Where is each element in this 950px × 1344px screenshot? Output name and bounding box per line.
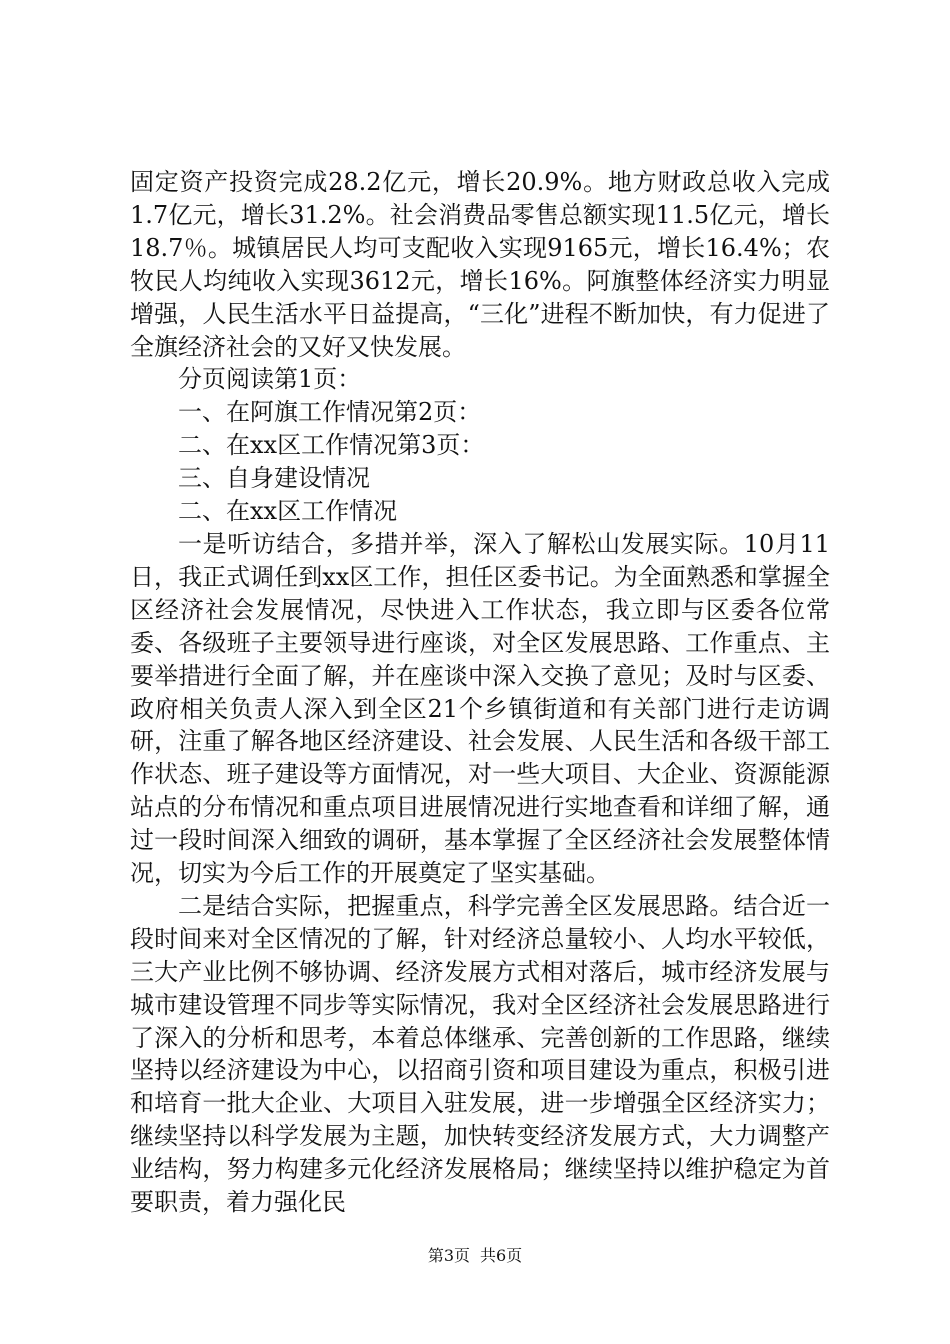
- paragraph-toc-item-2: 二、在xx区工作情况第3页：: [178, 431, 485, 460]
- paragraph-point-2: 二是结合实际，把握重点，科学完善全区发展思路。结合近一段时间来对全区情况的了解，针对经济总量较小、人均水平较低，三大产业比例不够协调、经济发展方式相对落后，城市经济发展与城市建设管理不同步等实际情况，我对全区经济社会发展思路进行了深入的分析和思考，本着总体继承、完善创新的工作思路，继续坚持以经济建设为中心，以招商引资和项目建设为重点，积极引进和培育一批大企业、大项目入驻发展，进一步增强全区经济实力；继续坚持以科学发展为主题，加快转变经济发展方式，大力调整产业结构，努力构建多元化经济发展格局；继续坚持以维护稳定为首要职责，着力强化民: [130, 891, 830, 1217]
- page-footer: [0, 1243, 950, 1266]
- page-number: 第3页: [427, 1246, 470, 1265]
- page-total: 共6页: [480, 1246, 523, 1265]
- section-heading: 二、在xx区工作情况: [178, 497, 398, 526]
- paragraph-pagination-heading: 分页阅读第1页：: [178, 365, 362, 394]
- paragraph-toc-item-3: 三、自身建设情况: [178, 464, 370, 493]
- paragraph-stats: 固定资产投资完成28.2亿元，增长20.9%。地方财政总收入完成1.7亿元，增长31.2%。社会消费品零售总额实现11.5亿元，增长18.7％。城镇居民人均可支配收入实现9165元，增长16.4%；农牧民人均纯收入实现3612元，增长16%。阿旗整体经济实力明显增强，人民生活水平日益提高，“三化”进程不断加快，有力促进了全旗经济社会的又好又快发展。: [130, 168, 830, 361]
- paragraph-point-1: 一是听访结合，多措并举，深入了解松山发展实际。10月11日，我正式调任到xx区工作，担任区委书记。为全面熟悉和掌握全区经济社会发展情况，尽快进入工作状态，我立即与区委各位常委、各级班子主要领导进行座谈，对全区发展思路、工作重点、主要举措进行全面了解，并在座谈中深入交换了意见；及时与区委、政府相关负责人深入到全区21个乡镇街道和有关部门进行走访调研，注重了解各地区经济建设、社会发展、人民生活和各级干部工作状态、班子建设等方面情况，对一些大项目、大企业、资源能源站点的分布情况和重点项目进展情况进行实地查看和详细了解，通过一段时间深入细致的调研，基本掌握了全区经济社会发展整体情况，切实为今后工作的开展奠定了坚实基础。: [130, 529, 830, 888]
- document-body: [130, 166, 830, 1219]
- paragraph-toc-item-1: 一、在阿旗工作情况第2页：: [178, 398, 482, 427]
